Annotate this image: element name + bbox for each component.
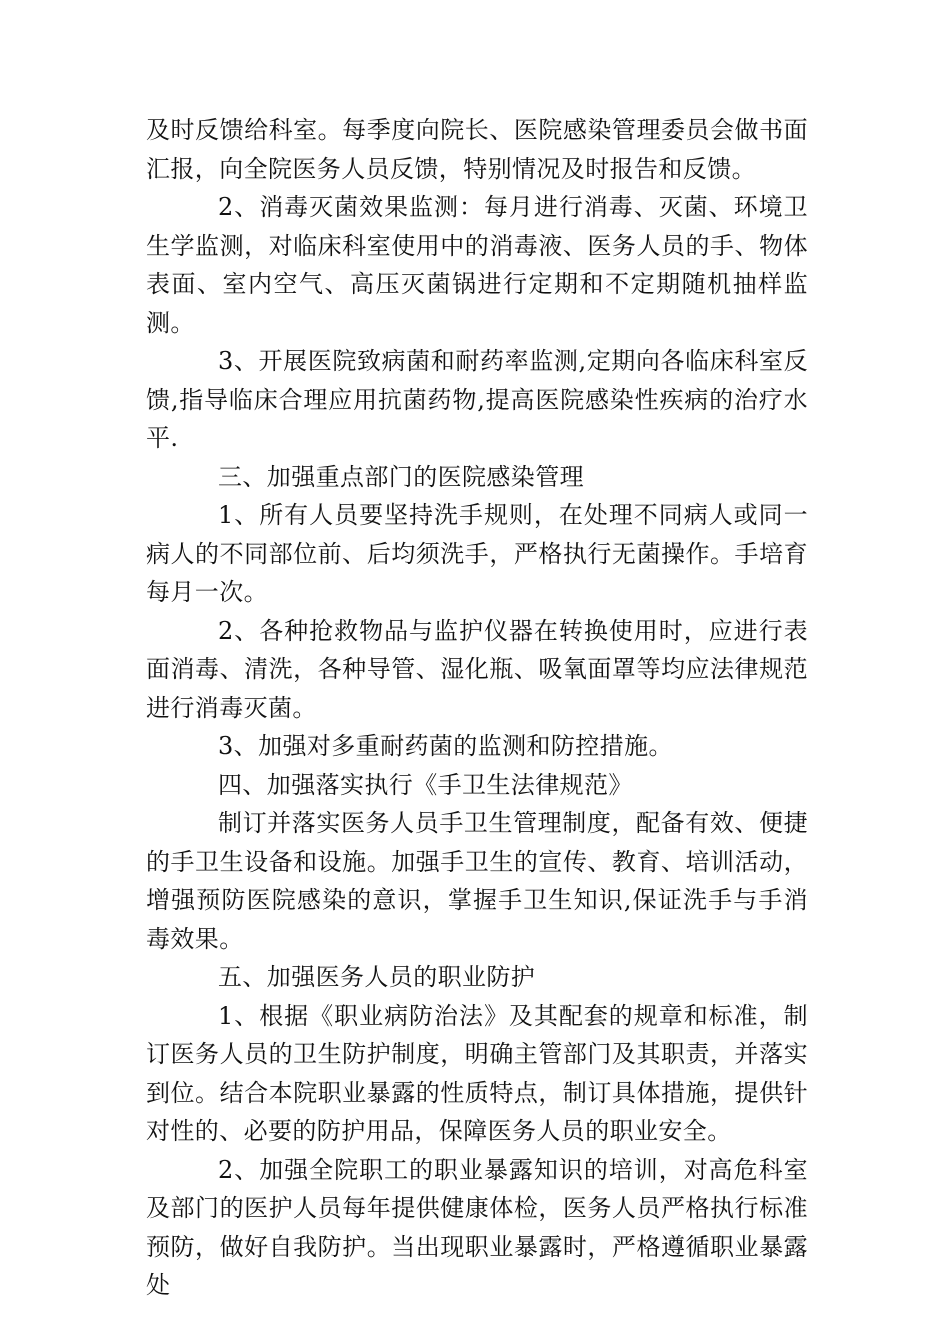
section-heading-key-departments: 三、加强重点部门的医院感染管理 — [218, 462, 584, 491]
paragraph-disinfection-monitoring: 2、消毒灭菌效果监测：每月进行消毒、灭菌、环境卫生学监测，对临床科室使用中的消毒液、医务人员的手、物体表面、室内空气、高压灭菌锅进行定期和不定期随机抽样监测。 — [146, 193, 808, 337]
paragraph-hand-hygiene-system: 制订并落实医务人员手卫生管理制度，配备有效、便捷的手卫生设备和设施。加强手卫生的宣传、教育、培训活动，增强预防医院感染的意识，掌握手卫生知识,保证洗手与手消毒效果。 — [146, 809, 808, 953]
paragraph-multidrug-resistance: 3、加强对多重耐药菌的监测和防控措施。 — [218, 732, 673, 760]
section-heading-hand-hygiene: 四、加强落实执行《手卫生法律规范》 — [218, 770, 633, 799]
paragraph-exposure-training: 2、加强全院职工的职业暴露知识的培训，对高危科室及部门的医护人员每年提供健康体检，医务人员严格执行标准预防，做好自我防护。当出现职业暴露时，严格遵循职业暴露处 — [146, 1155, 808, 1299]
paragraph-occupational-disease-law: 1、根据《职业病防治法》及其配套的规章和标准，制订医务人员的卫生防护制度，明确主管部门及其职责，并落实到位。结合本院职业暴露的性质特点，制订具体措施，提供针对性的、必要的防护用品，保障医务人员的职业安全。 — [146, 1001, 808, 1145]
paragraph-pathogen-resistance-monitoring: 3、开展医院致病菌和耐药率监测,定期向各临床科室反馈,指导临床合理应用抗菌药物,提高医院感染性疾病的治疗水平. — [146, 347, 808, 452]
section-heading-occupational-protection: 五、加强医务人员的职业防护 — [218, 963, 536, 991]
paragraph-hand-washing-rules: 1、所有人员要坚持洗手规则，在处理不同病人或同一病人的不同部位前、后均须洗手，严格执行无菌操作。手培育每月一次。 — [146, 501, 808, 606]
paragraph-equipment-disinfection: 2、各种抢救物品与监护仪器在转换使用时，应进行表面消毒、清洗，各种导管、湿化瓶、吸氧面罩等均应法律规范进行消毒灭菌。 — [146, 616, 808, 722]
paragraph-feedback-continued: 及时反馈给科室。每季度向院长、医院感染管理委员会做书面汇报，向全院医务人员反馈，特别情况及时报告和反馈。 — [146, 116, 808, 183]
document-body — [146, 111, 808, 1305]
